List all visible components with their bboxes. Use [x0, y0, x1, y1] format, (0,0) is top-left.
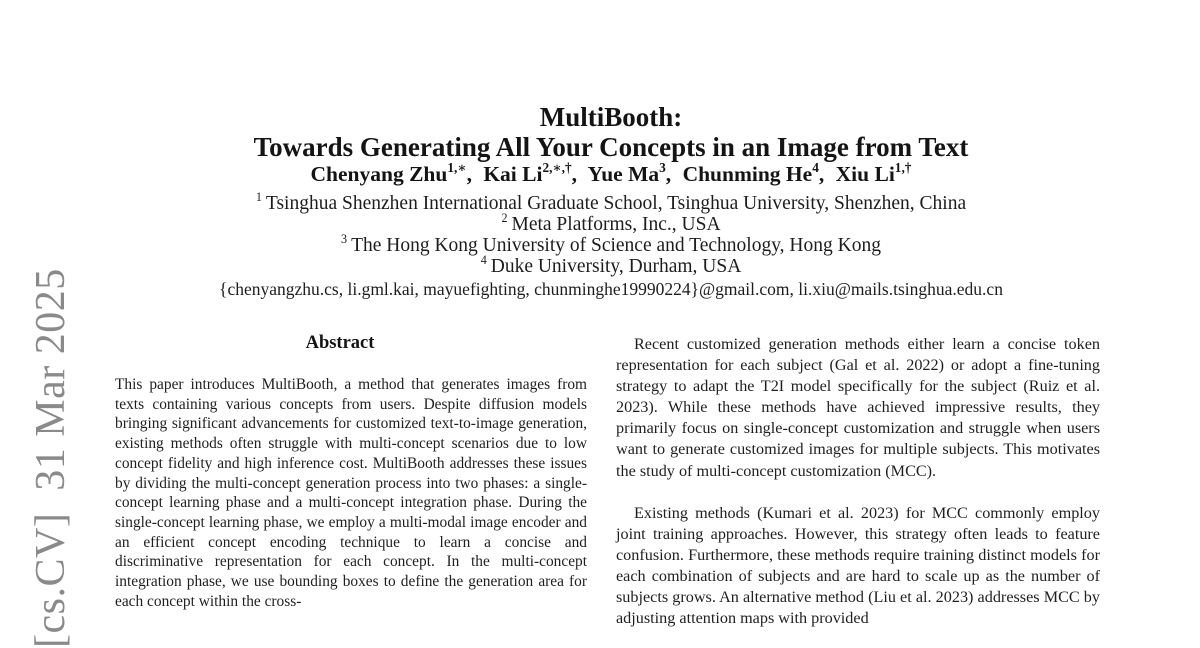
paper-title [122, 102, 1100, 162]
arxiv-category-watermark: [cs.CV] 31 Mar 2025 [28, 268, 74, 648]
author-2-name: Kai Li [483, 162, 543, 186]
author-4-superscript: 4 [812, 160, 819, 176]
author-1 [311, 162, 472, 186]
intro-paragraph-1: Recent customized generation methods either learn a concise token representation for each subject (Gal et al. 2022) or adopt a fine-tuning strategy to adapt the T2I model specifically for the subject (Ruiz et al. 2023). While these methods have achieved impressive results, they primarily focus on single-concept customization and struggle when users want to generate customized images for multiple subjects. This motivates the study of multi-concept customization (MCC). [616, 335, 1100, 480]
author-3 [588, 162, 672, 186]
author-5-superscript: 1,† [894, 160, 912, 176]
author-2-superscript: 2,∗,† [542, 160, 572, 176]
author-emails: {chenyangzhu.cs, li.gml.kai, mayuefighting, chunminghe19990224}@gmail.com, li.xiu@mails.tsinghua.edu.cn [219, 279, 1003, 299]
affiliation-4-marker: 4 [480, 252, 487, 267]
affiliation-4-text: Duke University, Durham, USA [490, 256, 742, 277]
author-separator: , [466, 162, 472, 186]
affiliation-1-marker: 1 [255, 189, 262, 204]
affiliation-1-text: Tsinghua Shenzhen International Graduate School, Tsinghua University, Shenzhen, China [265, 193, 967, 214]
affiliation-list [122, 189, 1100, 277]
author-3-superscript: 3 [659, 160, 666, 176]
intro-paragraph-2: Existing methods (Kumari et al. 2023) for MCC commonly employ joint training approaches. However, this strategy often leads to feature confusion. Furthermore, these methods require training distinct models for each combination of subjects and are hard to scale up as the number of subjects grows. An alternative method (Liu et al. 2023) addresses MCC by adjusting attention maps with provided [616, 504, 1100, 628]
affiliation-4 [122, 252, 1100, 277]
affiliation-1 [122, 189, 1100, 214]
author-separator: , [818, 162, 825, 186]
author-separator: , [665, 162, 672, 186]
paper-title-line-2: Towards Generating All Your Concepts in an Image from Text [253, 132, 969, 163]
affiliation-2 [122, 210, 1100, 235]
author-5-name: Xiu Li [835, 162, 895, 186]
paper-title-line-1: MultiBooth: [539, 102, 683, 133]
affiliation-3-marker: 3 [341, 231, 348, 246]
affiliation-2-marker: 2 [501, 210, 508, 225]
author-5 [836, 162, 912, 186]
author-4-name: Chunming He [682, 162, 813, 186]
author-4 [683, 162, 825, 186]
author-1-superscript: 1,∗ [447, 160, 467, 176]
affiliation-3 [122, 231, 1100, 256]
affiliation-3-text: The Hong Kong University of Science and Technology, Hong Kong [351, 235, 881, 256]
author-1-name: Chenyang Zhu [310, 162, 448, 186]
abstract-text: This paper introduces MultiBooth, a method that generates images from texts containing various concepts from users. Despite diffusion models bringing significant advancements for customized text-to-image generation, existing methods often struggle with multi-concept scenarios due to low concept fidelity and high inference cost. MultiBooth addresses these issues by dividing the multi-concept generation process into two phases: a single-concept learning phase and a multi-concept integration phase. During the single-concept learning phase, we employ a multi-modal image encoder and an efficient concept encoding technique to learn a concise and discriminative representation for each concept. In the multi-concept integration phase, we use bounding boxes to define the generation area for each concept within the cross- [115, 376, 587, 610]
abstract-heading: Abstract [305, 333, 375, 353]
author-3-name: Yue Ma [587, 162, 660, 186]
author-list [122, 160, 1100, 188]
author-2 [483, 162, 577, 186]
author-separator: , [571, 162, 578, 186]
affiliation-2-text: Meta Platforms, Inc., USA [511, 214, 721, 235]
